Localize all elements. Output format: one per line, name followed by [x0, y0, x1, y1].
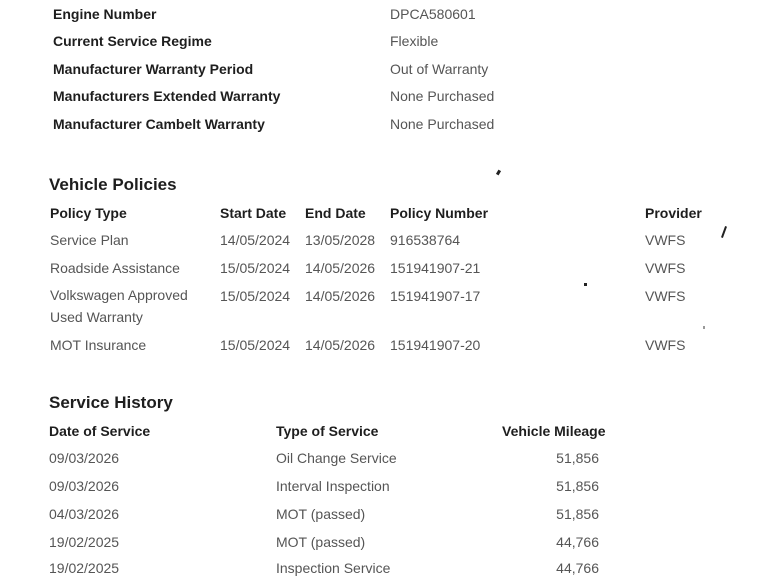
info-label: Current Service Regime [53, 33, 212, 49]
info-label: Manufacturer Warranty Period [53, 61, 254, 77]
service-history-section-title: Service History [49, 393, 173, 412]
end-date-cell: 14/05/2026 [305, 260, 376, 276]
scan-speck [496, 170, 501, 176]
start-date-cell: 14/05/2024 [220, 232, 291, 248]
start-date-cell: 15/05/2024 [220, 337, 291, 353]
service-date-cell: 19/02/2025 [49, 560, 120, 576]
policies-section-title: Vehicle Policies [49, 175, 177, 194]
service-date-cell: 19/02/2025 [49, 534, 120, 550]
end-date-cell: 14/05/2026 [305, 288, 376, 304]
col-head-date-of-service: Date of Service [49, 423, 151, 439]
policy-number-cell: 151941907-17 [390, 288, 481, 304]
service-date-cell: 09/03/2026 [49, 450, 120, 466]
service-mileage-cell: 44,766 [556, 560, 599, 576]
service-mileage-cell: 51,856 [556, 478, 599, 494]
scan-speck [721, 226, 727, 238]
policy-number-cell: 916538764 [390, 232, 461, 248]
end-date-cell: 14/05/2026 [305, 337, 376, 353]
col-head-policy-number: Policy Number [390, 205, 489, 221]
service-mileage-cell: 51,856 [556, 506, 599, 522]
policy-type-cell: Roadside Assistance [50, 260, 180, 276]
col-head-provider: Provider [645, 205, 702, 221]
info-value: Out of Warranty [390, 61, 489, 77]
info-value: None Purchased [390, 88, 495, 104]
service-type-cell: Inspection Service [276, 560, 391, 576]
col-head-policy-type: Policy Type [50, 205, 127, 221]
start-date-cell: 15/05/2024 [220, 260, 291, 276]
scan-speck [703, 326, 705, 329]
info-value: DPCA580601 [390, 6, 476, 22]
policy-type-cell: Service Plan [50, 232, 129, 248]
info-label: Manufacturers Extended Warranty [53, 88, 281, 104]
col-head-end-date: End Date [305, 205, 366, 221]
col-head-type-of-service: Type of Service [276, 423, 379, 439]
policy-type-cell: Volkswagen Approved Used Warranty [50, 287, 188, 325]
service-type-cell: Oil Change Service [276, 450, 397, 466]
service-mileage-cell: 51,856 [556, 450, 599, 466]
provider-cell: VWFS [645, 260, 686, 276]
service-mileage-cell: 44,766 [556, 534, 599, 550]
service-date-cell: 09/03/2026 [49, 478, 120, 494]
policy-type-cell: MOT Insurance [50, 337, 147, 353]
policy-number-cell: 151941907-20 [390, 337, 481, 353]
info-label: Manufacturer Cambelt Warranty [53, 116, 265, 132]
end-date-cell: 13/05/2028 [305, 232, 376, 248]
service-type-cell: MOT (passed) [276, 506, 366, 522]
provider-cell: VWFS [645, 288, 686, 304]
col-head-vehicle-mileage: Vehicle Mileage [502, 423, 606, 439]
scan-speck [584, 283, 587, 286]
service-type-cell: MOT (passed) [276, 534, 366, 550]
info-label: Engine Number [53, 6, 157, 22]
col-head-start-date: Start Date [220, 205, 287, 221]
info-value: None Purchased [390, 116, 495, 132]
service-date-cell: 04/03/2026 [49, 506, 120, 522]
policy-number-cell: 151941907-21 [390, 260, 481, 276]
info-value: Flexible [390, 33, 439, 49]
provider-cell: VWFS [645, 337, 686, 353]
provider-cell: VWFS [645, 232, 686, 248]
service-type-cell: Interval Inspection [276, 478, 390, 494]
start-date-cell: 15/05/2024 [220, 288, 291, 304]
